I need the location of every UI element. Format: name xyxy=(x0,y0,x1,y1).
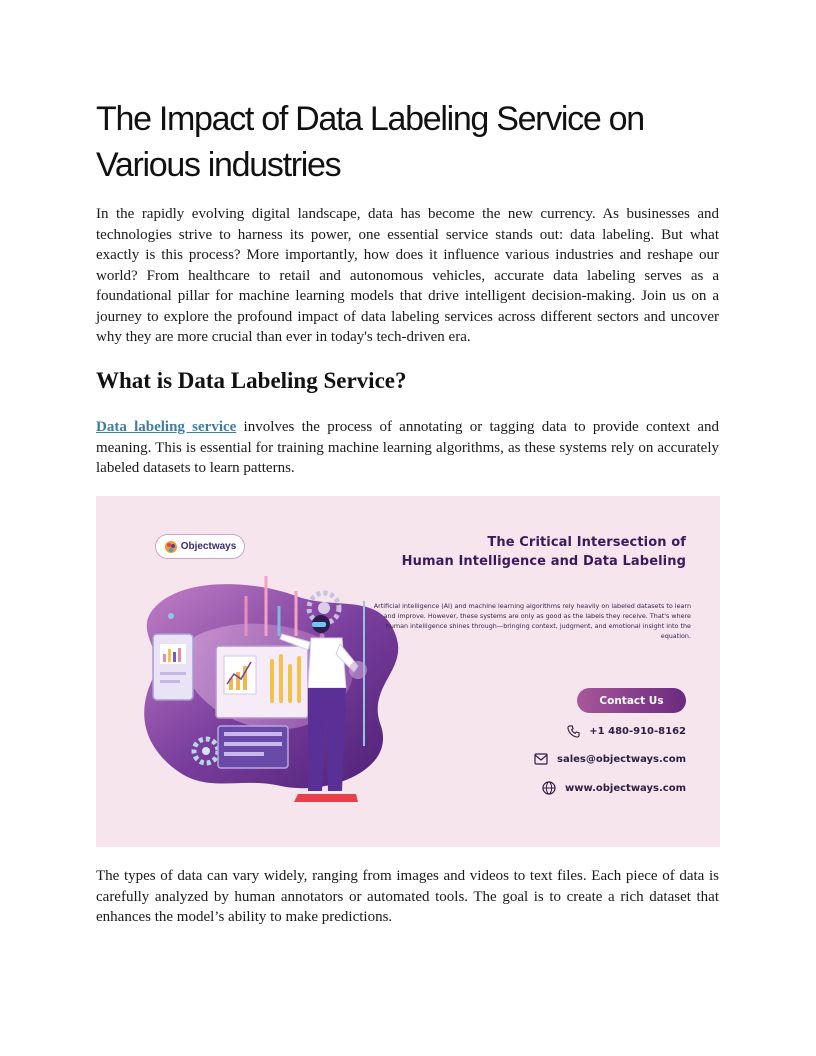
logo-text: Objectways xyxy=(180,541,237,552)
globe-icon xyxy=(542,781,556,795)
email-icon xyxy=(534,753,548,765)
website-url: www.objectways.com xyxy=(565,782,686,794)
website-row[interactable] xyxy=(542,781,686,795)
banner-title-line-1: The Critical Intersection of xyxy=(487,535,686,550)
globe-logo-icon xyxy=(164,540,178,554)
data-labeling-service-link[interactable]: Data labeling service xyxy=(96,419,237,435)
definition-text: involves the process of annotating or tagging data to provide context and meaning. This is essential for training machine learning algorithms, as these systems rely on accurately labeled datasets to learn patterns. xyxy=(96,419,719,476)
phone-number: +1 480-910-8162 xyxy=(589,726,686,737)
banner-title-line-2: Human Intelligence and Data Labeling xyxy=(401,554,686,569)
closing-paragraph: The types of data can vary widely, ranging from images and videos to text files. Each piece of data is carefully analyzed by human annotators or automated tools. The goal is to create a rich dataset that enhances the model’s ability to make predictions. xyxy=(96,868,719,925)
definition-paragraph xyxy=(96,417,719,479)
contact-us-button[interactable]: Contact Us xyxy=(577,688,686,713)
section-heading: What is Data Labeling Service? xyxy=(96,368,407,393)
email-row[interactable] xyxy=(534,753,686,765)
intro-paragraph: In the rapidly evolving digital landscape, data has become the new currency. As businesses and technologies strive to harness its power, one essential service stands out: data labeling. But what exactly is this process? More importantly, how does it influence various industries and reshape our world? From healthcare to retail and autonomous vehicles, accurate data labeling serves as a foundational pillar for machine learning models that drive intelligent decision-making. Join us on a journey to explore the profound impact of data labeling services across different sectors and uncover why they are more crucial than ever in today's tech-driven era. xyxy=(96,206,719,345)
phone-icon xyxy=(567,725,580,738)
phone-row[interactable] xyxy=(567,725,686,738)
banner-title xyxy=(326,533,686,571)
email-address: sales@objectways.com xyxy=(557,753,686,765)
promo-banner xyxy=(96,496,720,847)
banner-description: Artificial intelligence (AI) and machine learning algorithms rely heavily on labeled datasets to learn and improve. However, these systems are only as good as the labels they receive. That's where human intelligence shines through—bringing context, judgment, and emotional insight into the equation. xyxy=(373,602,691,640)
objectways-logo xyxy=(155,534,245,559)
page-title: The Impact of Data Labeling Service on Various industries xyxy=(96,100,644,184)
